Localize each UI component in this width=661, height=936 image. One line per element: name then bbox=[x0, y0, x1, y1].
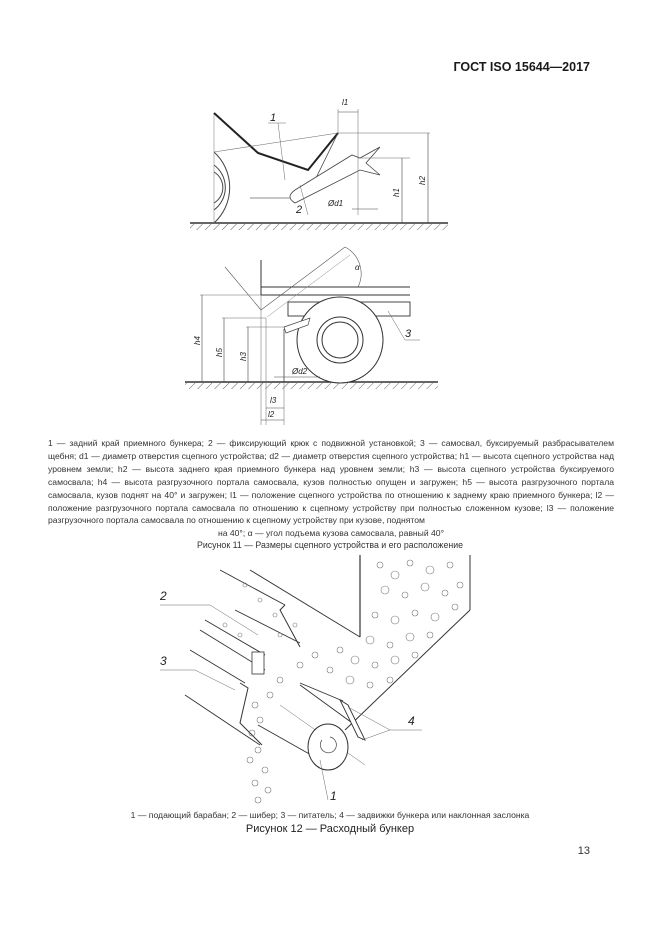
figure12-diagram bbox=[140, 555, 480, 805]
label-part1: 1 bbox=[270, 112, 277, 124]
label-h1: h1 bbox=[392, 188, 401, 197]
label-l2: l2 bbox=[268, 410, 275, 419]
figure11-bottom-diagram bbox=[180, 245, 440, 425]
label-h4: h4 bbox=[193, 336, 202, 345]
fig12-label-part2: 2 bbox=[160, 589, 167, 603]
label-h3: h3 bbox=[239, 352, 248, 361]
label-h5: h5 bbox=[215, 348, 224, 357]
fig12-label-part1: 1 bbox=[330, 789, 337, 803]
label-h2: h2 bbox=[418, 176, 427, 185]
figure11-legend bbox=[48, 437, 614, 540]
label-l1: l1 bbox=[342, 98, 349, 107]
fig12-label-part3: 3 bbox=[160, 654, 167, 668]
figure11-legend-text-end: на 40°; α — угол подъема кузова самосвала, равный 40° bbox=[217, 528, 445, 539]
figure12-caption: Рисунок 12 — Расходный бункер bbox=[245, 823, 415, 835]
figure11-top-diagram bbox=[180, 85, 450, 235]
page-number: 13 bbox=[577, 845, 590, 857]
document-header-standard: ГОСТ ISO 15644—2017 bbox=[453, 60, 590, 74]
figure11-legend-text: 1 — задний край приемного бункера; 2 — фиксирующий крюк с подвижной установкой; 3 — самосвал, буксируемый разбрасывателем щебня; d1 — диаметр отверстия сцепного устройства; d2 — диаметр отверстия сцепного устройства; h1 — высота сцепного устройства над уровнем земли; h2 — высота заднего края приемного бункера над уровнем земли; h3 — высота сцепного устройства буксируемого самосвала; h4 — высота разгрузочного портала самосвала, кузов полностью опущен и загружен; h5 — высота разгрузочного портала самосвала, кузов поднят на 40° и загружен; l1 — положение сцепного устройства по отношению к заднему краю приемного бункера; l2 — положение разгрузочного портала самосвала по отношению к сцепному устройству при полностью сложенном кузове; l3 — положение разгрузочного портала самосвала по отношению к сцепному устройству при кузове, поднятом bbox=[48, 438, 614, 526]
fig12-label-part4: 4 bbox=[408, 714, 415, 728]
label-part2: 2 bbox=[296, 204, 303, 216]
label-d1: Ød1 bbox=[328, 199, 344, 208]
label-d2: Ød2 bbox=[292, 367, 308, 376]
label-l3: l3 bbox=[270, 396, 277, 405]
label-part3: 3 bbox=[405, 328, 412, 340]
figure11-caption: Рисунок 11 — Размеры сцепного устройства и его расположение bbox=[196, 540, 463, 550]
label-alpha: α bbox=[355, 263, 360, 272]
figure12-legend: 1 — подающий барабан; 2 — шибер; 3 — питатель; 4 — задвижки бункера или наклонная заслонка bbox=[130, 810, 530, 820]
